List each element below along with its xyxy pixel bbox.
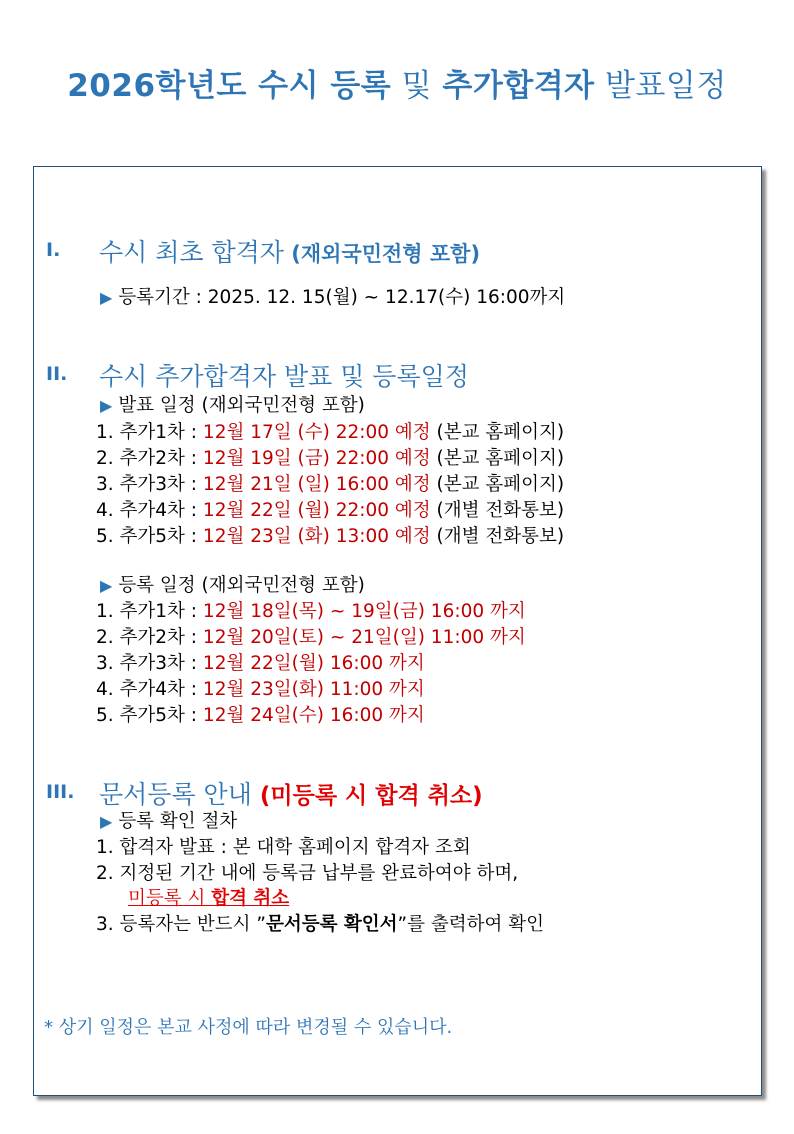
register-item: 2. 추가2차 : 12월 20일(토) ~ 21일(일) 11:00 까지 — [96, 627, 526, 648]
triangle-bullet-icon: ▶ — [100, 576, 113, 595]
footnote: * 상기 일정은 본교 사정에 따라 변경될 수 있습니다. — [44, 1017, 453, 1038]
section-3-title: 문서등록 안내 (미등록 시 합격 취소) — [99, 780, 483, 809]
announce-item: 3. 추가3차 : 12월 21일 (일) 16:00 예정 (본교 홈페이지) — [96, 474, 565, 495]
section-1-title: 수시 최초 합격자 (재외국민전형 포함) — [99, 238, 481, 267]
cancel-warning: 미등록 시 합격 취소 — [128, 888, 290, 909]
register-item: 3. 추가3차 : 12월 22일(월) 16:00 까지 — [96, 653, 425, 674]
announce-item: 2. 추가2차 : 12월 19일 (금) 22:00 예정 (본교 홈페이지) — [96, 448, 565, 469]
triangle-bullet-icon: ▶ — [100, 812, 113, 831]
announce-item: 1. 추가1차 : 12월 17일 (수) 22:00 예정 (본교 홈페이지) — [96, 422, 565, 443]
triangle-bullet-icon: ▶ — [100, 396, 113, 415]
register-item: 4. 추가4차 : 12월 23일(화) 11:00 까지 — [96, 679, 425, 700]
registration-period: ▶ 등록기간 : 2025. 12. 15(월) ~ 12.17(수) 16:00까지 — [100, 287, 566, 308]
announce-heading: ▶ 발표 일정 (재외국민전형 포함) — [100, 395, 365, 416]
section-2-number: II. — [46, 363, 68, 385]
announce-item: 5. 추가5차 : 12월 23일 (화) 13:00 예정 (개별 전화통보) — [96, 526, 565, 547]
confirm-item: 3. 등록자는 반드시 ”문서등록 확인서”를 출력하여 확인 — [96, 914, 544, 935]
section-1-number: I. — [46, 239, 61, 261]
confirm-heading: ▶ 등록 확인 절차 — [100, 811, 238, 832]
section-3-number: III. — [46, 781, 75, 803]
register-heading: ▶ 등록 일정 (재외국민전형 포함) — [100, 575, 365, 596]
register-item: 5. 추가5차 : 12월 24일(수) 16:00 까지 — [96, 705, 425, 726]
confirm-item: 2. 지정된 기간 내에 등록금 납부를 완료하여야 하며, — [96, 863, 519, 884]
confirm-item: 1. 합격자 발표 : 본 대학 홈페이지 합격자 조회 — [96, 837, 471, 858]
schedule-box — [33, 166, 762, 1096]
section-2-title: 수시 추가합격자 발표 및 등록일정 — [99, 362, 469, 391]
announce-item: 4. 추가4차 : 12월 22일 (월) 22:00 예정 (개별 전화통보) — [96, 500, 565, 521]
page-title: 2026학년도 수시 등록 및 추가합격자 발표일정 — [67, 68, 727, 104]
register-item: 1. 추가1차 : 12월 18일(목) ~ 19일(금) 16:00 까지 — [96, 601, 526, 622]
triangle-bullet-icon: ▶ — [100, 288, 113, 307]
